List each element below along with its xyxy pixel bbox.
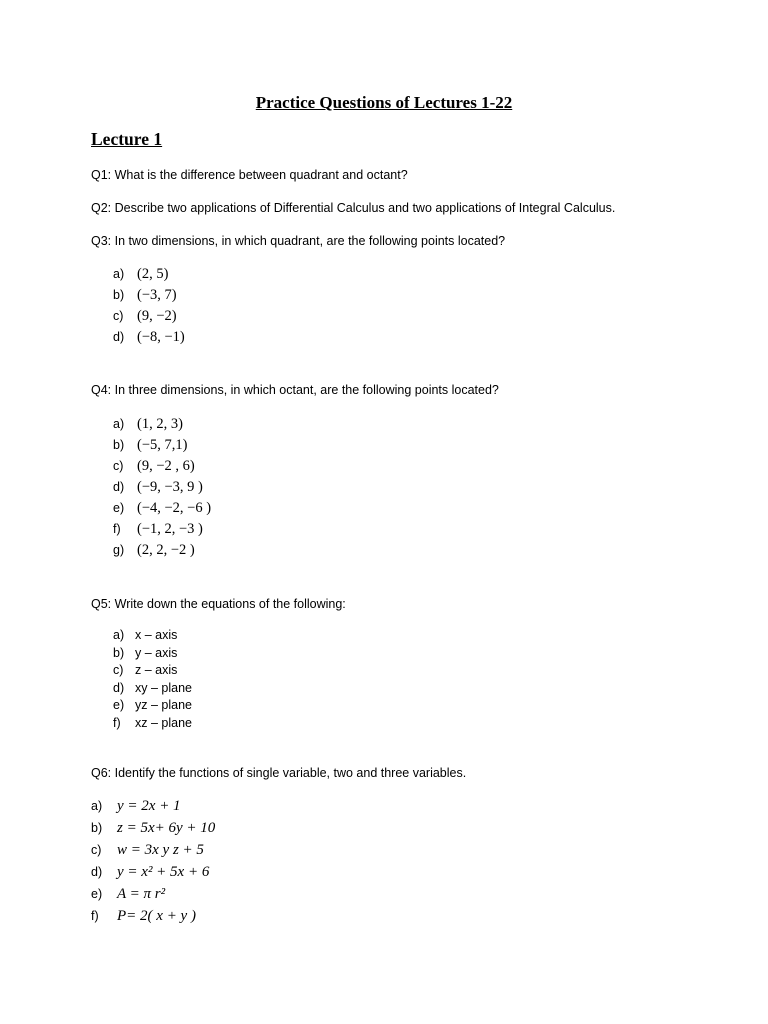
item-value: xz – plane (135, 715, 192, 730)
item-value: (−5, 7,1) (137, 437, 188, 453)
item-label: b) (113, 288, 125, 302)
item-value: xy – plane (135, 680, 192, 695)
question-1: Q1: What is the difference between quadrant and octant? (91, 168, 408, 182)
item-label: g) (113, 543, 125, 557)
item-label: a) (113, 417, 125, 431)
item-label: f) (113, 715, 121, 730)
item-label: b) (91, 821, 103, 835)
item-label: c) (113, 663, 124, 678)
item-value: (−4, −2, −6 ) (137, 500, 212, 516)
question-3: Q3: In two dimensions, in which quadrant, are the following points located? (91, 234, 506, 248)
item-value: (−8, −1) (137, 329, 185, 345)
item-label: a) (113, 628, 125, 642)
item-value: w = 3x y z + 5 (117, 842, 204, 858)
page-title: Practice Questions of Lectures 1-22 (255, 93, 513, 112)
item-value: y = x² + 5x + 6 (117, 864, 210, 880)
item-label: c) (113, 309, 124, 323)
question-6: Q6: Identify the functions of single variable, two and three variables. (91, 766, 467, 780)
item-label: a) (113, 267, 125, 281)
item-value: (−1, 2, −3 ) (137, 521, 203, 537)
item-value: (9, −2 , 6) (137, 458, 195, 474)
item-label: d) (113, 330, 125, 344)
item-value: (2, 5) (137, 266, 169, 282)
item-label: d) (113, 480, 125, 494)
item-label: c) (113, 459, 124, 473)
item-value: z – axis (135, 663, 178, 678)
item-label: b) (113, 438, 125, 452)
item-label: f) (113, 522, 121, 536)
item-label: e) (113, 698, 125, 713)
item-label: a) (91, 799, 103, 813)
item-value: y – axis (135, 645, 178, 660)
question-2: Q2: Describe two applications of Differential Calculus and two applications of Integral Calculus. (91, 201, 616, 215)
item-label: b) (113, 645, 125, 660)
question-4: Q4: In three dimensions, in which octant, are the following points located? (91, 383, 499, 397)
item-label: e) (91, 887, 103, 901)
lecture-heading: Lecture 1 (91, 129, 163, 149)
item-value: y = 2x + 1 (117, 798, 181, 814)
item-value: (2, 2, −2 ) (137, 542, 195, 558)
item-value: x – axis (135, 628, 178, 642)
item-value: z = 5x+ 6y + 10 (117, 820, 216, 836)
question-5: Q5: Write down the equations of the following: (91, 597, 346, 611)
item-value: (−9, −3, 9 ) (137, 479, 203, 495)
item-value: (−3, 7) (137, 287, 177, 303)
item-value: A = π r² (117, 886, 166, 902)
item-value: (1, 2, 3) (137, 416, 183, 432)
item-value: yz – plane (135, 698, 192, 713)
item-label: f) (91, 909, 99, 923)
item-label: d) (91, 865, 103, 879)
item-label: d) (113, 680, 125, 695)
item-label: e) (113, 501, 125, 515)
item-label: c) (91, 843, 102, 857)
item-value: (9, −2) (137, 308, 177, 324)
item-value: P= 2( x + y ) (117, 908, 196, 924)
